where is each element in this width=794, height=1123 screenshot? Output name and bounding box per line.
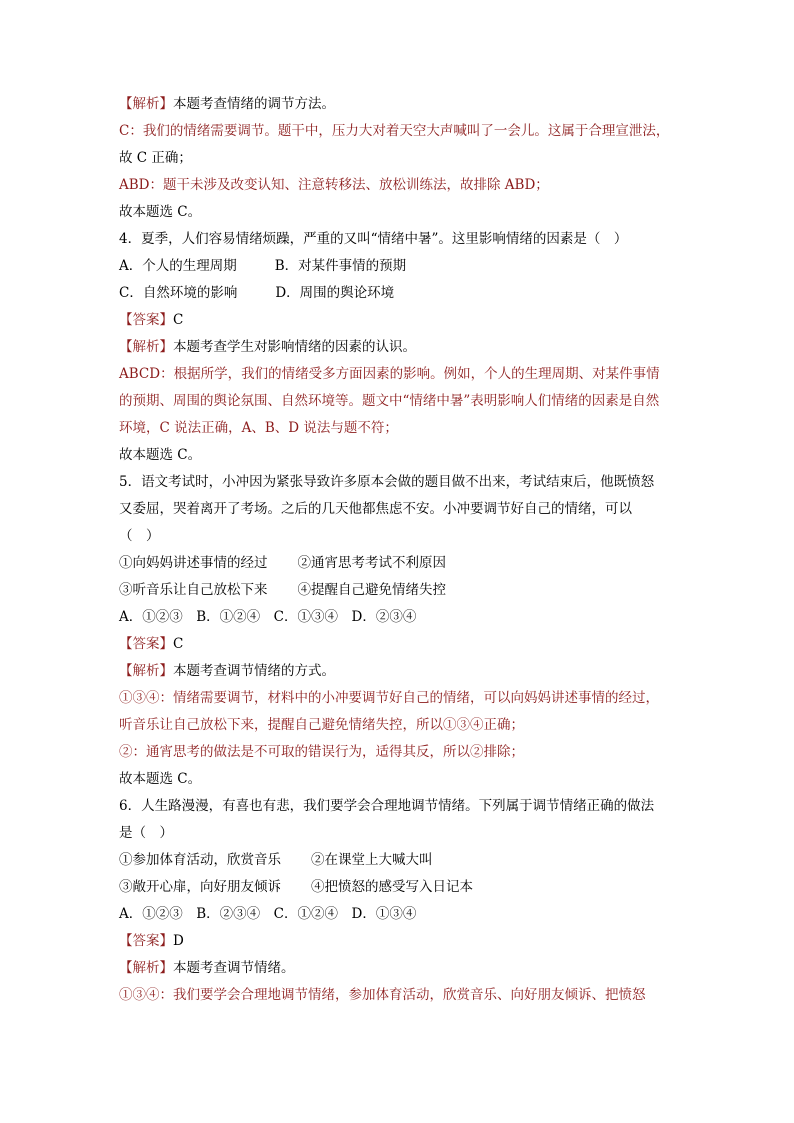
body-text: 本题考查情绪的调节方法。 bbox=[173, 96, 335, 112]
text-line bbox=[119, 496, 679, 523]
text-line bbox=[119, 118, 679, 145]
analysis-text: 环境，C 说法正确，A、B、D 说法与题不符； bbox=[119, 420, 398, 436]
section-tag: 【答案】 bbox=[119, 636, 173, 652]
analysis-text: 的预期、周围的舆论氛围、自然环境等。题文中“情绪中暑”表明影响人们情绪的因素是自然 bbox=[119, 393, 660, 409]
option-item: ④提醒自己避免情绪失控 bbox=[297, 582, 446, 598]
text-line bbox=[119, 928, 679, 955]
text-line bbox=[119, 820, 679, 847]
body-text: 本题考查学生对影响情绪的因素的认识。 bbox=[173, 339, 416, 355]
text-line bbox=[119, 415, 679, 442]
text-line bbox=[119, 334, 679, 361]
option-item: ②通宵思考考试不利原因 bbox=[297, 555, 446, 571]
body-text: 故 C 正确； bbox=[119, 150, 192, 166]
body-text: 故本题选 C。 bbox=[119, 771, 202, 787]
text-line bbox=[119, 685, 679, 712]
body-text: 4．夏季，人们容易情绪烦躁，严重的又叫“情绪中暑”。这里影响情绪的因素是（ ） bbox=[119, 231, 628, 247]
body-text: 是（ ） bbox=[119, 825, 173, 841]
text-line bbox=[119, 793, 679, 820]
text-line bbox=[119, 955, 679, 982]
section-tag: 【解析】 bbox=[119, 339, 173, 355]
body-text: 6．人生路漫漫，有喜也有悲，我们要学会合理地调节情绪。下列属于调节情绪正确的做法 bbox=[119, 798, 655, 814]
body-text: A．①②③ B．②③④ C．①②④ D．①③④ bbox=[119, 906, 417, 922]
body-text: （ ） bbox=[119, 528, 160, 544]
text-line bbox=[119, 307, 679, 334]
text-line bbox=[119, 361, 679, 388]
option-item: ①向妈妈讲述事情的经过 bbox=[119, 555, 268, 571]
option-item: B．对某件事情的预期 bbox=[274, 258, 407, 274]
body-text: 又委屈，哭着离开了考场。之后的几天他都焦虑不安。小冲要调节好自己的情绪，可以 bbox=[119, 501, 632, 517]
body-text: A．①②③ B．①②④ C．①③④ D．②③④ bbox=[119, 609, 417, 625]
text-line bbox=[119, 631, 679, 658]
body-text: 故本题选 C。 bbox=[119, 447, 202, 463]
document-body bbox=[119, 91, 679, 1009]
body-text: 本题考查调节情绪的方式。 bbox=[173, 663, 335, 679]
text-line bbox=[119, 469, 679, 496]
body-text: 本题考查调节情绪。 bbox=[173, 960, 295, 976]
option-row bbox=[119, 577, 679, 604]
text-line bbox=[119, 199, 679, 226]
analysis-text: ②：通宵思考的做法是不可取的错误行为，适得其反，所以②排除； bbox=[119, 744, 524, 760]
option-row bbox=[119, 253, 679, 280]
text-line bbox=[119, 226, 679, 253]
analysis-text: ABCD：根据所学，我们的情绪受多方面因素的影响。例如，个人的生理周期、对某件事情 bbox=[119, 366, 660, 382]
body-text: C bbox=[173, 312, 184, 328]
text-line bbox=[119, 982, 679, 1009]
analysis-text: ①③④：情绪需要调节，材料中的小冲要调节好自己的情绪，可以向妈妈讲述事情的经过， bbox=[119, 690, 659, 706]
option-item: ①参加体育活动，欣赏音乐 bbox=[119, 852, 281, 868]
text-line bbox=[119, 388, 679, 415]
option-item: C．自然环境的影响 bbox=[119, 285, 238, 301]
option-row bbox=[119, 847, 679, 874]
body-text: C bbox=[173, 636, 184, 652]
analysis-text: C：我们的情绪需要调节。题干中，压力大对着天空大声喊叫了一会儿。这属于合理宣泄法， bbox=[119, 123, 670, 139]
analysis-text: ①③④：我们要学会合理地调节情绪，参加体育活动，欣赏音乐、向好朋友倾诉、把愤怒 bbox=[119, 987, 646, 1003]
section-tag: 【解析】 bbox=[119, 663, 173, 679]
text-line bbox=[119, 901, 679, 928]
option-item: A．个人的生理周期 bbox=[119, 258, 237, 274]
option-item: ③敞开心扉，向好朋友倾诉 bbox=[119, 879, 281, 895]
text-line bbox=[119, 658, 679, 685]
text-line bbox=[119, 766, 679, 793]
section-tag: 【解析】 bbox=[119, 960, 173, 976]
text-line bbox=[119, 523, 679, 550]
option-item: ②在课堂上大喊大叫 bbox=[311, 852, 433, 868]
option-item: ④把愤怒的感受写入日记本 bbox=[311, 879, 473, 895]
option-row bbox=[119, 874, 679, 901]
analysis-text: ABD：题干未涉及改变认知、注意转移法、放松训练法，故排除 ABD； bbox=[119, 177, 549, 193]
text-line bbox=[119, 739, 679, 766]
section-tag: 【解析】 bbox=[119, 96, 173, 112]
body-text: D bbox=[173, 933, 184, 949]
text-line bbox=[119, 712, 679, 739]
body-text: 故本题选 C。 bbox=[119, 204, 202, 220]
option-item: D．周围的舆论环境 bbox=[275, 285, 395, 301]
analysis-text: 听音乐让自己放松下来，提醒自己避免情绪失控，所以①③④正确； bbox=[119, 717, 524, 733]
option-row bbox=[119, 280, 679, 307]
text-line bbox=[119, 145, 679, 172]
text-line bbox=[119, 172, 679, 199]
text-line bbox=[119, 604, 679, 631]
body-text: 5．语文考试时，小冲因为紧张导致许多原本会做的题目做不出来，考试结束后，他既愤怒 bbox=[119, 474, 655, 490]
option-row bbox=[119, 550, 679, 577]
text-line bbox=[119, 442, 679, 469]
option-item: ③听音乐让自己放松下来 bbox=[119, 582, 268, 598]
section-tag: 【答案】 bbox=[119, 312, 173, 328]
section-tag: 【答案】 bbox=[119, 933, 173, 949]
text-line bbox=[119, 91, 679, 118]
